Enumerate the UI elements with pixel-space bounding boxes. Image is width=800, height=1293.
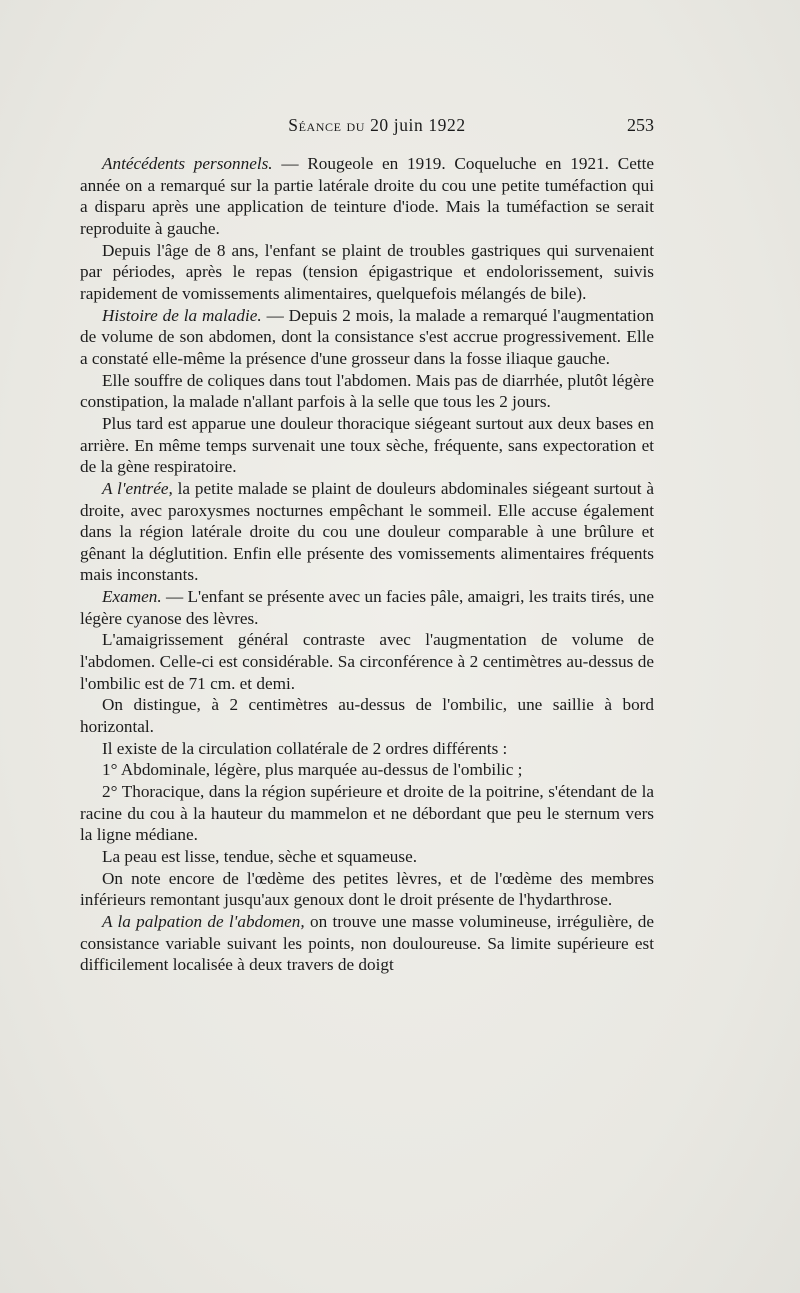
paragraph-text: — Depuis 2 mois, la malade a remarqué l'augmentation de volume de son abdomen, dont la consistance s'est accrue progressivement. Elle a constaté elle-même la présence d'une grosseur dans la fosse iliaque gauche. (80, 305, 654, 368)
page-header (100, 113, 654, 145)
paragraph (80, 478, 654, 586)
paragraph-text: on trouve une masse volumineuse, irrégulière, de consistance variable suivant les points, non douloureuse. Sa limite supérieure est difficilement localisée à deux travers de doigt (80, 911, 654, 975)
paragraph-lead: A l'entrée, (102, 478, 173, 498)
paragraph (80, 738, 654, 760)
paragraph-text: L'amaigrissement général contraste avec l'augmentation de volume de l'abdomen. Celle-ci est considérable. Sa circonférence à 2 centimètres au-dessus de l'ombilic est de 71 cm. et demi. (80, 630, 654, 693)
paragraph-text: Plus tard est apparue une douleur thoracique siégeant surtout aux deux bases en arrière. En même temps survenait une toux sèche, fréquente, sans expectoration et de la gène respiratoire. (80, 413, 654, 477)
paragraph-text: Elle souffre de coliques dans tout l'abdomen. Mais pas de diarrhée, plutôt légère constipation, la malade n'allant parfois à la selle que tous les 2 jours. (80, 370, 654, 412)
paragraph-text: 2° Thoracique, dans la région supérieure et droite de la poitrine, s'étendant de la racine du cou à la hauteur du mammelon et ne débordant que peu le sternum vers la ligne médiane. (80, 782, 654, 845)
paragraph-text: Depuis l'âge de 8 ans, l'enfant se plaint de troubles gastriques qui survenaient par périodes, après le repas (tension épigastrique et endolorissement, suivis rapidement de vomissements alimentaires, quelquefois mélangés de bile). (80, 240, 654, 303)
paragraph (80, 370, 654, 413)
page-number: 253 (627, 115, 654, 135)
paragraph-text: On note encore de l'œdème des petites lèvres, et de l'œdème des membres inférieurs remontant jusqu'aux genoux dont le droit présente de l'hydarthrose. (80, 868, 654, 910)
paragraph-lead: A la palpation de l'abdomen, (102, 911, 305, 931)
paragraph-text: la petite malade se plaint de douleurs abdominales siégeant surtout à droite, avec paroxysmes nocturnes empêchant le sommeil. Elle accuse également dans la région latérale droite du cou une douleur comparable à une brûlure et gênant la déglutition. Enfin elle présente des vomissements alimentaires fréquents mais inconstants. (80, 478, 654, 585)
paragraph (80, 586, 654, 629)
running-head-prefix: Séance du (288, 115, 366, 135)
paragraph-text: On distingue, à 2 centimètres au-dessus de l'ombilic, une saillie à bord horizontal. (80, 695, 654, 737)
paragraph-lead: Antécédents personnels. (102, 154, 273, 173)
running-head (100, 115, 654, 136)
paragraph-text: — L'enfant se présente avec un facies pâle, amaigri, les traits tirés, une légère cyanose des lèvres. (80, 587, 654, 628)
paragraph (80, 781, 654, 846)
paragraph (80, 911, 654, 976)
paragraph-text: Il existe de la circulation collatérale de 2 ordres différents : (102, 738, 508, 758)
body-text (80, 153, 654, 976)
paragraph-text: — Rougeole en 1919. Coqueluche en 1921. Cette année on a remarqué sur la partie latérale droite du cou une petite tuméfaction qui a disparu après une application de teinture d'iode. Mais la tuméfaction se serait reproduite à gauche. (80, 154, 655, 238)
paragraph (80, 868, 654, 911)
paragraph-lead: Examen. (102, 587, 162, 607)
paragraph-text: La peau est lisse, tendue, sèche et squameuse. (102, 847, 417, 866)
paragraph (80, 694, 654, 737)
paragraph (80, 846, 654, 868)
paragraph (80, 413, 654, 478)
paragraph-text: 1° Abdominale, légère, plus marquée au-dessus de l'ombilic ; (102, 760, 523, 780)
paragraph-lead: Histoire de la maladie. (102, 305, 262, 325)
paragraph (80, 305, 654, 370)
paragraph (80, 240, 654, 305)
paragraph (80, 153, 654, 240)
paragraph (80, 629, 654, 694)
paragraph (80, 759, 654, 781)
running-head-date: 20 juin 1922 (370, 115, 466, 135)
